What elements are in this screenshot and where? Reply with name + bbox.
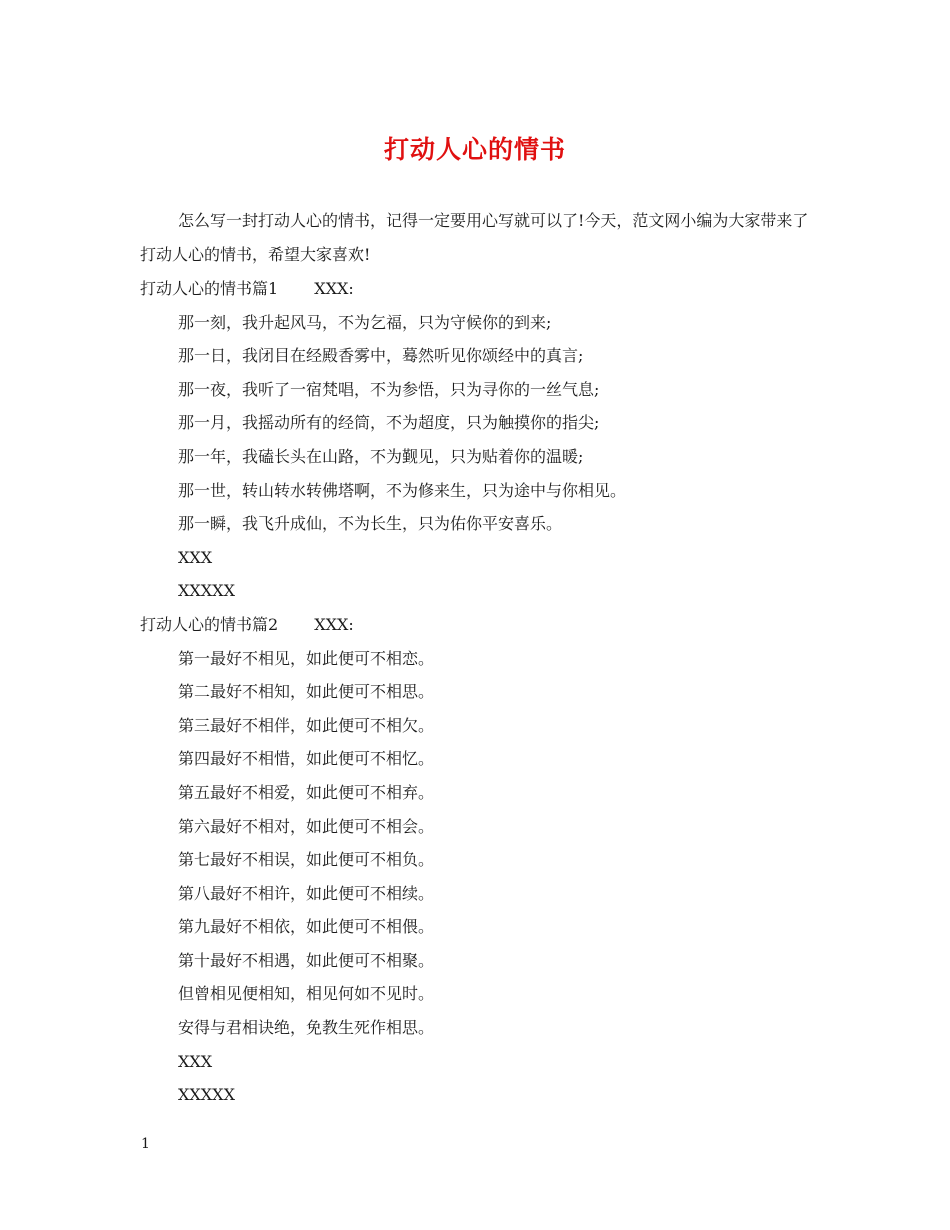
document-title: 打动人心的情书 — [383, 135, 566, 164]
poem-line: 第十最好不相遇，如此便可不相聚。 — [178, 950, 435, 970]
section-heading-2 — [140, 608, 820, 642]
intro-paragraph: 怎么写一封打动人心的情书，记得一定要用心写就可以了!今天，范文网小编为大家带来了打动人心的情书，希望大家喜欢! — [140, 211, 809, 264]
poem-line: 那一月，我摇动所有的经筒，不为超度，只为触摸你的指尖; — [178, 413, 600, 433]
poem-line: 那一日，我闭目在经殿香雾中，蓦然听见你颂经中的真言; — [178, 346, 584, 366]
signature-line: XXXXX — [178, 1085, 235, 1105]
poem-line: 那一年，我磕长头在山路，不为觐见，只为贴着你的温暖; — [178, 446, 584, 466]
poem-line: 第七最好不相误，如此便可不相负。 — [178, 850, 435, 870]
section-heading-1 — [140, 272, 820, 306]
poem-line: 第八最好不相许，如此便可不相续。 — [178, 883, 435, 903]
section-title: 打动人心的情书篇2 — [140, 614, 279, 634]
poem-line: 第六最好不相对，如此便可不相会。 — [178, 816, 435, 836]
signature-line: XXX — [178, 547, 213, 567]
page-number: 1 — [141, 1136, 150, 1152]
addressee: XXX: — [314, 614, 354, 634]
poem-line: 那一夜，我听了一宿梵唱，不为参悟，只为寻你的一丝气息; — [178, 379, 600, 399]
poem-line: 第一最好不相见，如此便可不相恋。 — [178, 648, 435, 668]
addressee: XXX: — [314, 279, 354, 298]
signature-line: XXXXX — [178, 581, 235, 601]
poem-line: 但曾相见便相知，相见何如不见时。 — [178, 984, 435, 1004]
poem-line: 第三最好不相伴，如此便可不相欠。 — [178, 715, 435, 735]
poem-line: 那一刻，我升起风马，不为乞福，只为守候你的到来; — [178, 312, 552, 332]
poem-line: 第四最好不相惜，如此便可不相忆。 — [178, 749, 435, 769]
poem-line: 第五最好不相爱，如此便可不相弃。 — [178, 782, 435, 802]
document-body — [140, 204, 820, 1112]
poem-line: 第九最好不相依，如此便可不相偎。 — [178, 917, 435, 937]
signature-line: XXX — [178, 1051, 213, 1071]
poem-line: 安得与君相诀绝，免教生死作相思。 — [178, 1018, 435, 1038]
poem-line: 那一瞬，我飞升成仙，不为长生，只为佑你平安喜乐。 — [178, 514, 563, 534]
poem-line: 第二最好不相知，如此便可不相思。 — [178, 682, 435, 702]
section-title: 打动人心的情书篇1 — [140, 279, 279, 298]
poem-line: 那一世，转山转水转佛塔啊，不为修来生，只为途中与你相见。 — [178, 480, 627, 500]
